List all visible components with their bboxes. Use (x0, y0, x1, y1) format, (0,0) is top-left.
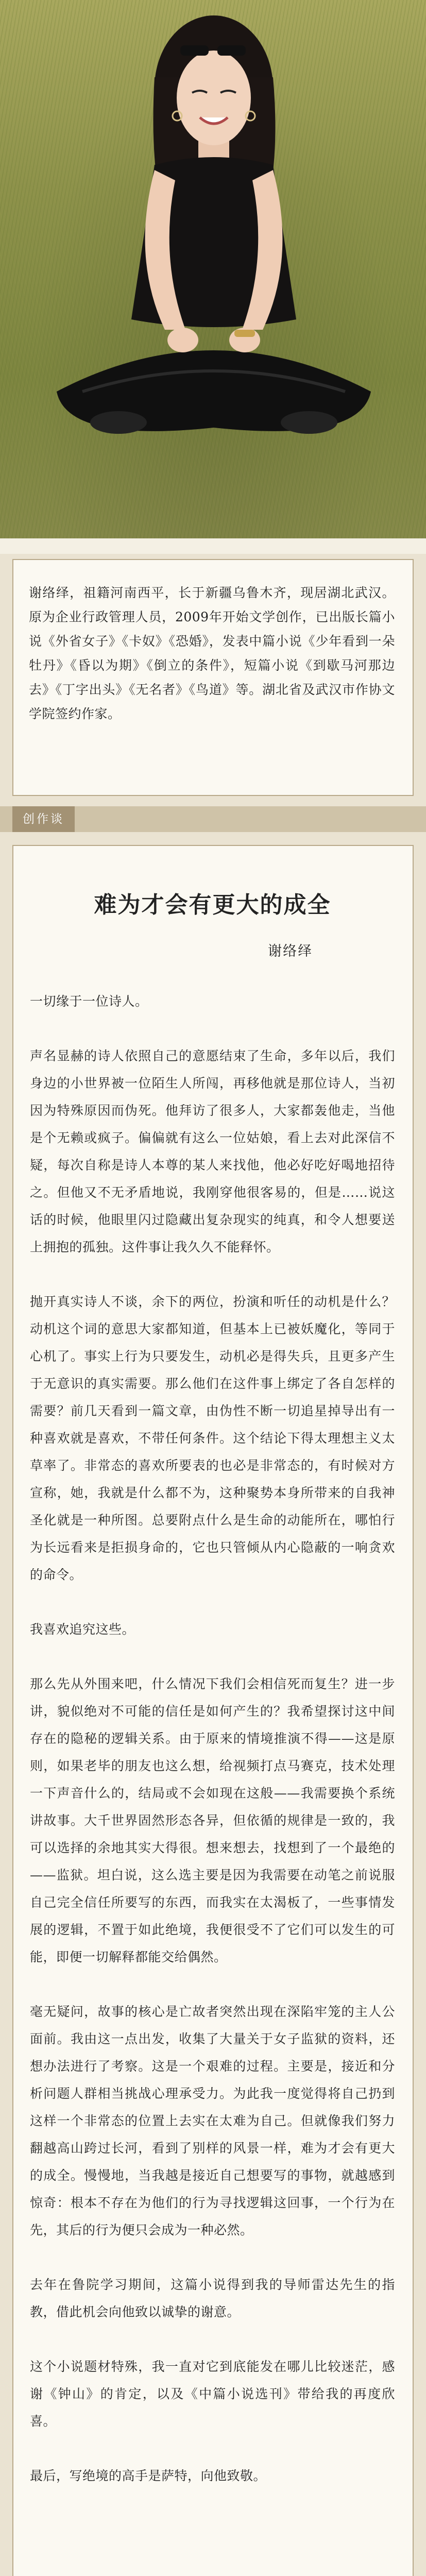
article-paragraph: 我喜欢追究这些。 (30, 1622, 135, 1637)
author-bio-text: 谢络绎，祖籍河南西平，长于新疆乌鲁木齐，现居湖北武汉。原为企业行政管理人员，2009年开始文学创作，已出版长篇小说《外省女子》《卡奴》《恐婚》，发表中篇小说《少年看到一朵牡丹》《昏以为期》《倒立的条件》，短篇小说《到歇马河那边去》《丁字出头》《无名者》《鸟道》等。湖北省及武汉市作协文学院签约作家。 (29, 585, 395, 721)
article-title: 难为才会有更大的成全 (94, 892, 331, 918)
article-paragraph: 这个小说题材特殊，我一直对它到底能发在哪儿比较迷茫，感谢《钟山》的肯定，以及《中篇小说选刊》带给我的再度欣喜。 (30, 2359, 395, 2429)
author-photo (0, 0, 426, 538)
section-label: 创作谈 (12, 806, 75, 832)
photo-bottom-border (0, 538, 426, 554)
section-header-bar (0, 806, 426, 832)
article-author: 谢络绎 (268, 943, 313, 959)
article-card (12, 845, 414, 2576)
portrait-illustration (0, 0, 426, 538)
article-paragraph: 抛开真实诗人不谈，余下的两位，扮演和听任的动机是什么？动机这个词的意思大家都知道，但基本上已被妖魔化，等同于心机了。事实上行为只要发生，动机必是得失兵，且更多产生于无意识的真实需要。那么他们在这件事上绑定了各自怎样的需要？前几天看到一篇文章，由伪性不断一切追星掉导出有一种喜欢就是喜欢，不带任何条件。这个结论下得太理想主义太草率了。非常态的喜欢所要表的也必是非常态的，有时候对方宣称，她，我就是什么都不为，这种聚势本身所带来的自我神圣化就是一种所图。总要附点什么是生命的动能所在，哪怕行为长远看来是拒损身命的，它也只管倾从内心隐蔽的一响贪欢的命令。 (30, 1294, 395, 1582)
article-paragraph: 最后，写绝境的高手是萨特，向他致敬。 (30, 2468, 267, 2483)
author-bio-card (12, 559, 414, 796)
article-paragraph: 声名显赫的诗人依照自己的意愿结束了生命，多年以后，我们身边的小世界被一位陌生人所闯，再移他就是那位诗人，当初因为特殊原因而伪死。他拜访了很多人，大家都轰他走，当他是个无赖或疯子。偏偏就有这么一位姑娘，看上去对此深信不疑，每次自称是诗人本尊的某人来找他，他必好吃好喝地招待之。但他又不无矛盾地说，我刚穿他很客易的，但是……说这话的时候，他眼里闪过隐藏出复杂现实的纯真，和令人想要送上拥抱的孤独。这件事让我久久不能释怀。 (30, 1048, 395, 1255)
article-paragraph: 去年在鲁院学习期间，这篇小说得到我的导师雷达先生的指教，借此机会向他致以诚挚的谢意。 (30, 2277, 395, 2319)
article-paragraph: 那么先从外围来吧，什么情况下我们会相信死而复生？进一步讲，貌似绝对不可能的信任是如何产生的？我希望探讨这中间存在的隐秘的逻辑关系。由于原来的情境推演不得——这是原则，如果老毕的朋友也这么想，给视频打点马赛克，技术处理一下声音什么的，结局或不会如现在这般——我需要换个系统讲故事。大千世界固然形态各异，但依循的规律是一致的，我可以选择的余地其实大得很。想来想去，找想到了一个最绝的——监狱。坦白说，这么选主要是因为我需要在动笔之前说服自己完全信任所要写的东西，而我实在太渴板了，一些事情发展的逻辑，不置于如此绝境，我便很受不了它们可以发生的可能，即便一切解释都能交给偶然。 (30, 1676, 395, 1964)
article-paragraph: 一切缘于一位诗人。 (30, 994, 148, 1009)
article-paragraph: 毫无疑问，故事的核心是亡故者突然出现在深陷牢笼的主人公面前。我由这一点出发，收集了大量关于女子监狱的资料，还想办法进行了考察。这是一个艰难的过程。主要是，接近和分析问题人群相当挑战心理承受力。为此我一度觉得将自己扔到这样一个非常态的位置上去实在太难为自己。但就像我们努力翻越高山跨过长河，看到了别样的风景一样，难为才会有更大的成全。慢慢地，当我越是接近自己想要写的事物，就越感到惊奇：根本不存在为他们的行为寻找逻辑这回事，一个行为在先，其后的行为便只会成为一种必然。 (30, 2004, 395, 2238)
